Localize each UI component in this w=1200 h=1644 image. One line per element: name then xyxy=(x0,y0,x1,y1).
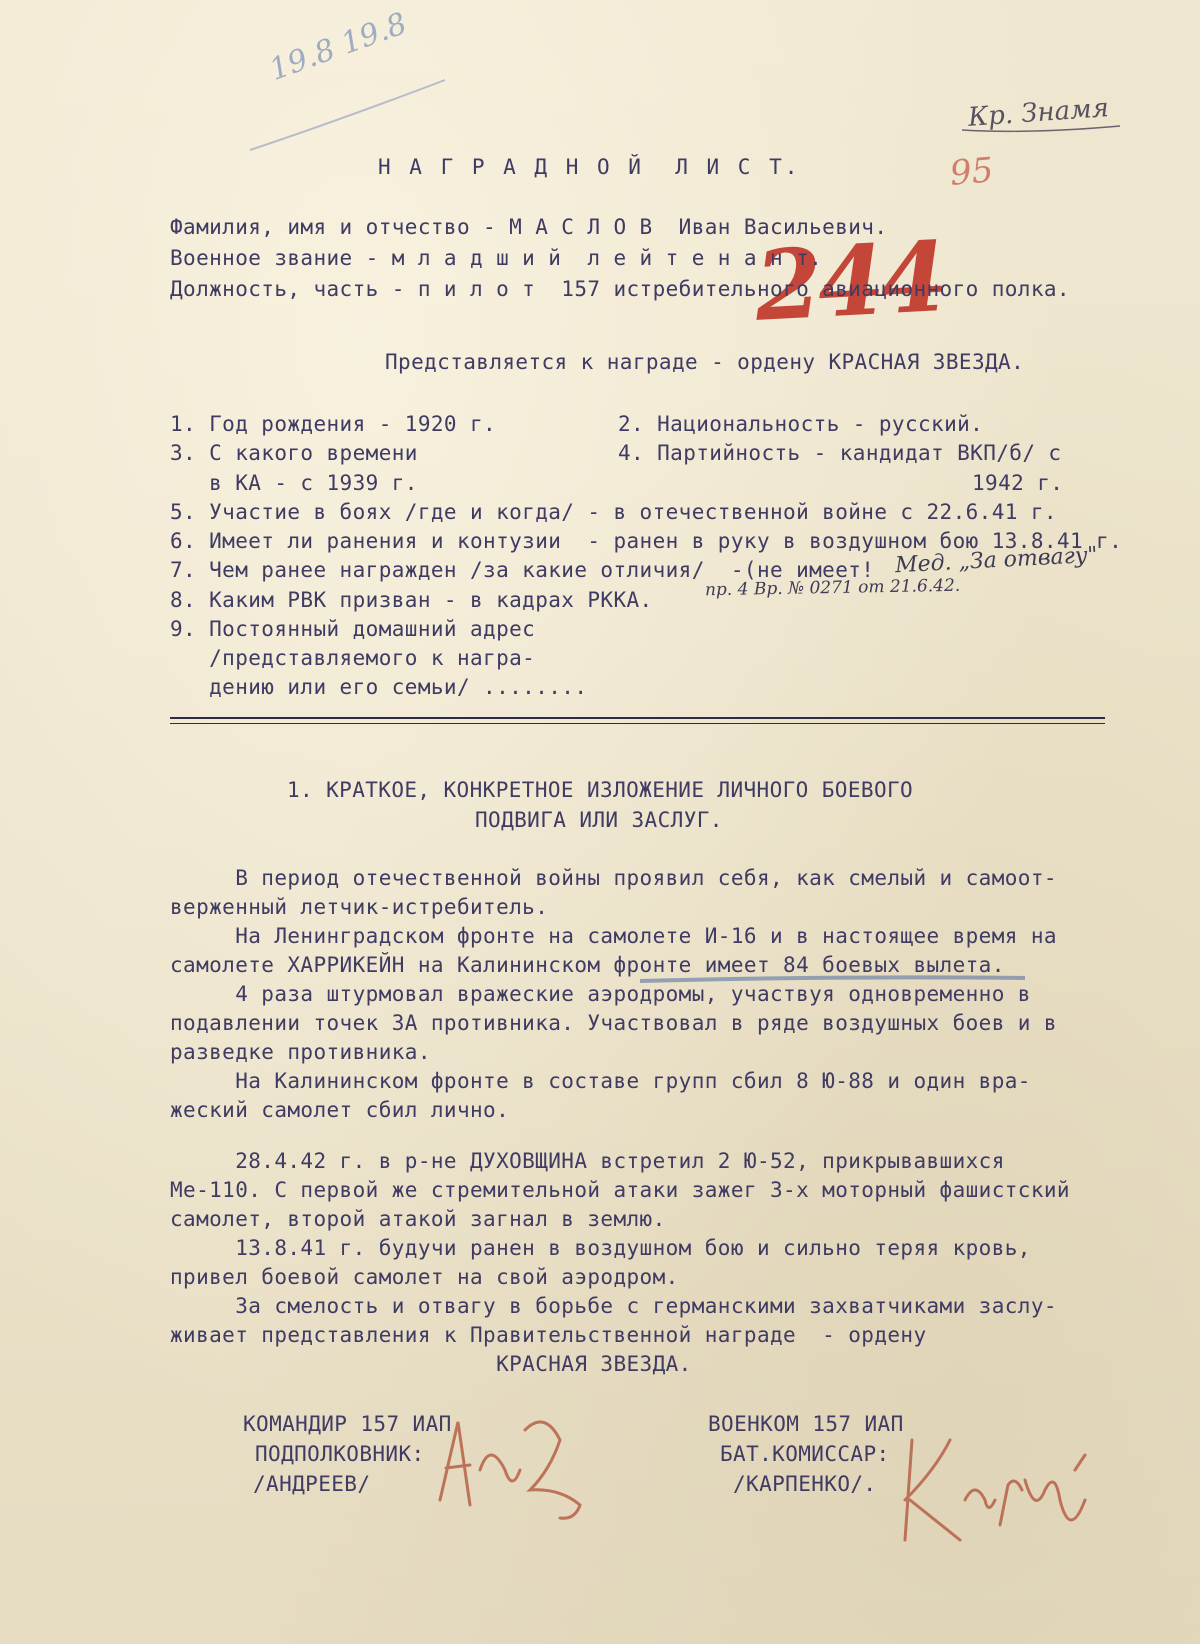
body-line: самолет, второй атакой загнал в землю. xyxy=(170,1207,666,1231)
field-2-nationality: 2. Национальность - русский. xyxy=(618,412,984,436)
body-line: 13.8.41 г. будучи ранен в воздушном бою и сильно теряя кровь, xyxy=(170,1236,1031,1260)
field-4-party: 4. Партийность - кандидат ВКП/б/ с xyxy=(618,441,1062,465)
body-line: привел боевой самолет на свой аэродром. xyxy=(170,1265,679,1289)
corner-number: 95 xyxy=(948,150,995,194)
body-line: живает представления к Правительственной награде - ордену xyxy=(170,1323,927,1347)
body-line: В период отечественной войны проявил себя, как смелый и самоот- xyxy=(170,866,1057,890)
body-line: КРАСНАЯ ЗВЕЗДА. xyxy=(170,1352,692,1376)
commander-title: КОМАНДИР 157 ИАП xyxy=(243,1412,452,1436)
body-line: 4 раза штурмовал вражеские аэродромы, участвуя одновременно в xyxy=(170,982,1031,1006)
body-line: жеский самолет сбил лично. xyxy=(170,1098,510,1122)
field-1-birth-year: 1. Год рождения - 1920 г. xyxy=(170,412,497,436)
body-line: На Ленинградском фронте на самолете И-16 и в настоящее время на xyxy=(170,924,1057,948)
field-7-handwritten-medal: Мед. „За отвагу" xyxy=(894,542,1099,579)
field-9-address: 9. Постоянный домашний адрес xyxy=(170,617,536,641)
field-3-service-since: 3. С какого времени xyxy=(170,441,418,465)
body-line: На Калининском фронте в составе групп сбил 8 Ю-88 и один вра- xyxy=(170,1069,1031,1093)
body-line: Ме-110. С первой же стремительной атаки зажег 3-х моторный фашистский xyxy=(170,1178,1070,1202)
divider-line xyxy=(170,717,1105,719)
commissar-rank: БАТ.КОМИССАР: xyxy=(720,1442,890,1466)
field-6-wounds: 6. Имеет ли ранения и контузии - ранен в руку в воздушном бою 13.8.41 г. xyxy=(170,529,1123,553)
field-8-conscripted: 8. Каким РВК призван - в кадрах РККА. xyxy=(170,588,653,612)
field-9-address-cont: /представляемого к награ- xyxy=(170,646,536,670)
corner-note: Кр. Знамя xyxy=(967,93,1110,133)
big-red-number: 244 xyxy=(752,220,947,343)
field-9-address-cont2: дению или его семьи/ ........ xyxy=(170,675,588,699)
position-line: Должность, часть - п и л о т 157 истребительного авиационного полка. xyxy=(170,277,1070,301)
award-line: Представляется к награде - ордену КРАСНАЯ ЗВЕЗДА. xyxy=(385,350,1025,374)
body-line: разведке противника. xyxy=(170,1040,431,1064)
body-line: За смелость и отвагу в борьбе с германскими захватчиками заслу- xyxy=(170,1294,1057,1318)
body-line: 28.4.42 г. в р-не ДУХОВЩИНА встретил 2 Ю-52, прикрывавшихся xyxy=(170,1149,1005,1173)
body-line: верженный летчик-истребитель. xyxy=(170,895,549,919)
field-7-prior-awards: 7. Чем ранее награжден /за какие отличия/ -(не имеет! xyxy=(170,558,875,582)
commander-rank: ПОДПОЛКОВНИК: xyxy=(255,1442,425,1466)
field-4-party-cont: 1942 г. xyxy=(972,471,1064,495)
stamp-mark: 19.8 19.8 xyxy=(265,6,412,88)
divider-line-thin xyxy=(170,723,1105,724)
field-3-service-since-cont: в КА - с 1939 г. xyxy=(170,471,418,495)
body-line: подавлении точек ЗА противника. Участвовал в ряде воздушных боев и в xyxy=(170,1011,1057,1035)
field-5-combat: 5. Участие в боях /где и когда/ - в отечественной войне с 22.6.41 г. xyxy=(170,500,1057,524)
commander-name: /АНДРЕЕВ/ xyxy=(253,1472,371,1496)
rank-line: Военное звание - м л а д ш и й л е й т е н а н т. xyxy=(170,246,823,270)
name-line: Фамилия, имя и отчество - М А С Л О В Иван Васильевич. xyxy=(170,215,888,239)
commissar-signature xyxy=(0,0,1,1)
section-title: 1. КРАТКОЕ, КОНКРЕТНОЕ ИЗЛОЖЕНИЕ ЛИЧНОГО БОЕВОГО xyxy=(287,778,914,802)
page-title: Н А Г Р А Д Н О Й Л И С Т. xyxy=(378,155,801,179)
commissar-name: /КАРПЕНКО/. xyxy=(733,1472,877,1496)
body-line: самолете ХАРРИКЕЙН на Калининском фронте имеет 84 боевых вылета. xyxy=(170,953,1005,977)
section-title-cont: ПОДВИГА ИЛИ ЗАСЛУГ. xyxy=(475,808,723,832)
commissar-title: ВОЕНКОМ 157 ИАП xyxy=(708,1412,904,1436)
field-7-handwritten-order: пр. 4 Вр. № 0271 от 21.6.42. xyxy=(704,575,961,601)
